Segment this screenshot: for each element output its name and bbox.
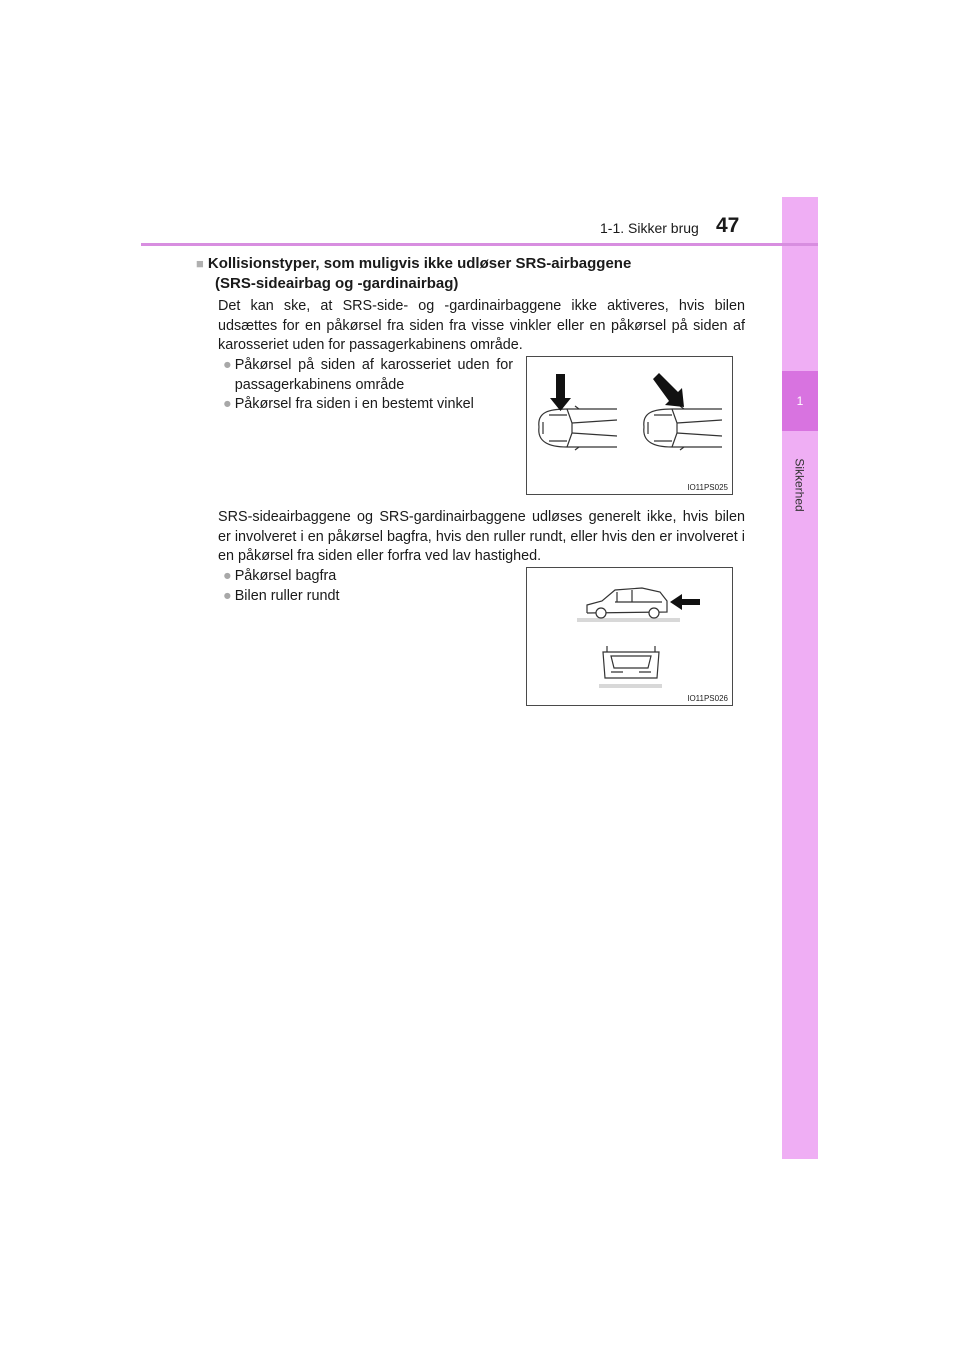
subheading-marker: ■ — [196, 256, 204, 271]
list-item — [223, 567, 513, 587]
figure-code: IO11PS025 — [687, 483, 728, 492]
list-item-text: Påkørsel fra siden i en bestemt vinkel — [234, 396, 474, 412]
bullet-icon: ● — [223, 396, 232, 412]
chapter-side-tab — [782, 197, 818, 1159]
paragraph-side-collision: Det kan ske, at SRS-side- og -gardinairbaggene ikke aktiveres, hvis bilen udsættes for en påkørsel fra siden fra visse vinkler eller en påkørsel på siden af karosseriet uden for passagerkabinens område. — [218, 298, 745, 353]
rear-rollover-illustration — [527, 568, 732, 705]
chapter-title-text: Sikkerhed — [793, 458, 807, 512]
bullet-icon: ● — [223, 357, 232, 373]
figure-rear-rollover — [526, 567, 733, 706]
header-rule — [141, 243, 818, 246]
side-impact-illustration — [527, 357, 732, 494]
list-item-text: Påkørsel bagfra — [234, 568, 337, 584]
subheading — [196, 254, 756, 294]
paragraph-not-deploy: SRS-sideairbaggene og SRS-gardinairbaggene udløses generelt ikke, hvis bilen er involveret i en påkørsel bagfra, hvis den ruller rundt, eller hvis den er involveret i en påkørsel fra siden eller forfra ved lav hastighed. — [218, 509, 745, 564]
page-number: 47 — [716, 214, 740, 237]
figure-code: IO11PS026 — [687, 694, 728, 703]
subheading-line1: Kollisionstyper, som muligvis ikke udløser SRS-airbaggene — [207, 255, 632, 272]
list-item — [223, 356, 513, 395]
figure-side-impact — [526, 356, 733, 495]
chapter-number: 1 — [782, 371, 818, 431]
bullet-icon: ● — [223, 588, 232, 604]
list-item — [223, 587, 513, 607]
section-title: 1-1. Sikker brug — [600, 220, 699, 236]
list-item-text: Bilen ruller rundt — [234, 588, 340, 604]
bullet-icon: ● — [223, 568, 232, 584]
subheading-line2: (SRS-sideairbag og -gardinairbag) — [215, 275, 459, 292]
list-item — [223, 395, 513, 415]
list-item-text: Påkørsel på siden af karosseriet uden for passagerkabinens område — [234, 357, 513, 393]
chapter-title — [782, 445, 818, 525]
